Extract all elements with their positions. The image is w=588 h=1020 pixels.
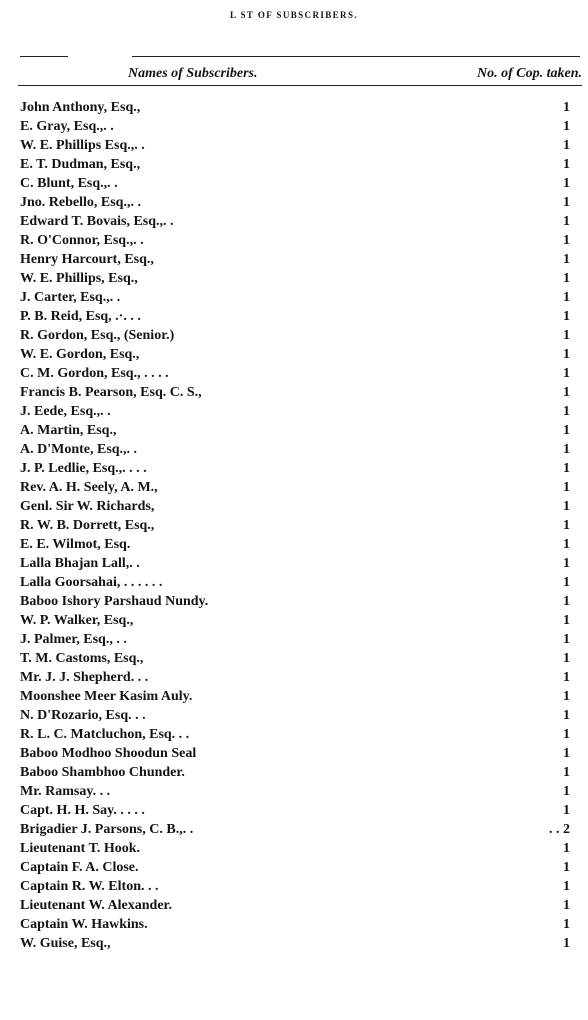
copies-count: 1	[563, 936, 570, 951]
copies-count: 1	[563, 461, 570, 476]
list-item	[20, 649, 570, 668]
copies-count: 1	[563, 708, 570, 723]
subscriber-name: T. M. Castoms, Esq.,	[20, 651, 144, 666]
list-item	[20, 478, 570, 497]
subscriber-name: W. Guise, Esq.,	[20, 936, 111, 951]
list-item	[20, 212, 570, 231]
copies-count: 1	[563, 138, 570, 153]
list-item	[20, 364, 570, 383]
subscriber-name: John Anthony, Esq.,	[20, 100, 141, 115]
subscriber-name: J. Eede, Esq.,. .	[20, 404, 111, 419]
copies-count: 1	[563, 613, 570, 628]
list-item	[20, 136, 570, 155]
copies-count: 1	[563, 252, 570, 267]
copies-count: 1	[563, 784, 570, 799]
subscriber-name: A. D'Monte, Esq.,. .	[20, 442, 138, 457]
subscriber-name: Baboo Modhoo Shoodun Seal	[20, 746, 197, 761]
subscriber-name: Edward T. Bovais, Esq.,. .	[20, 214, 174, 229]
copies-count: 1	[563, 518, 570, 533]
subscriber-name: W. E. Gordon, Esq.,	[20, 347, 140, 362]
copies-count: 1	[563, 214, 570, 229]
list-item	[20, 801, 570, 820]
copies-count: 1	[563, 575, 570, 590]
subscriber-name: N. D'Rozario, Esq. . .	[20, 708, 146, 723]
subscriber-name: Genl. Sir W. Richards,	[20, 499, 155, 514]
list-item	[20, 345, 570, 364]
list-item	[20, 193, 570, 212]
list-item	[20, 269, 570, 288]
subscriber-name: R. Gordon, Esq., (Senior.)	[20, 328, 175, 343]
list-item	[20, 440, 570, 459]
subscriber-name: J. P. Ledlie, Esq.,. . . .	[20, 461, 147, 476]
top-rule-left	[20, 56, 68, 57]
copies-count: 1	[563, 480, 570, 495]
list-item	[20, 858, 570, 877]
copies-count: 1	[563, 879, 570, 894]
subscriber-name: Baboo Shambhoo Chunder.	[20, 765, 185, 780]
list-item	[20, 383, 570, 402]
subscriber-name: Mr. Ramsay. . .	[20, 784, 111, 799]
list-item	[20, 231, 570, 250]
copies-count: 1	[563, 271, 570, 286]
list-item	[20, 782, 570, 801]
list-item	[20, 421, 570, 440]
copies-count: 1	[563, 499, 570, 514]
copies-count: 1	[563, 841, 570, 856]
subscriber-name: Capt. H. H. Say. . . . .	[20, 803, 145, 818]
copies-count: 1	[563, 803, 570, 818]
subscriber-name: P. B. Reid, Esq, .·. . .	[20, 309, 141, 324]
list-item	[20, 877, 570, 896]
list-item	[20, 326, 570, 345]
copies-count: 1	[563, 404, 570, 419]
copies-count: 1	[563, 651, 570, 666]
list-item	[20, 630, 570, 649]
column-header-copies: No. of Cop. taken.	[477, 66, 582, 81]
subscriber-name: R. W. B. Dorrett, Esq.,	[20, 518, 155, 533]
subscriber-name: R. L. C. Matcluchon, Esq. . .	[20, 727, 190, 742]
copies-count: . . 2	[549, 822, 570, 837]
copies-count: 1	[563, 670, 570, 685]
list-item	[20, 288, 570, 307]
copies-count: 1	[563, 632, 570, 647]
subscriber-name: Brigadier J. Parsons, C. B.,. .	[20, 822, 194, 837]
subscriber-name: C. Blunt, Esq.,. .	[20, 176, 118, 191]
copies-count: 1	[563, 423, 570, 438]
subscriber-name: E. T. Dudman, Esq.,	[20, 157, 141, 172]
header-rule	[18, 85, 582, 86]
list-item	[20, 497, 570, 516]
copies-count: 1	[563, 442, 570, 457]
copies-count: 1	[563, 917, 570, 932]
copies-count: 1	[563, 119, 570, 134]
list-item	[20, 896, 570, 915]
list-item	[20, 307, 570, 326]
subscriber-name: C. M. Gordon, Esq., . . . .	[20, 366, 169, 381]
list-item	[20, 402, 570, 421]
subscriber-name: A. Martin, Esq.,	[20, 423, 117, 438]
list-item	[20, 611, 570, 630]
copies-count: 1	[563, 347, 570, 362]
copies-count: 1	[563, 385, 570, 400]
list-item	[20, 725, 570, 744]
subscriber-name: Francis B. Pearson, Esq. C. S.,	[20, 385, 202, 400]
subscriber-name: E. E. Wilmot, Esq.	[20, 537, 131, 552]
subscriber-name: Lalla Goorsahai, . . . . . .	[20, 575, 163, 590]
subscriber-name: Baboo Ishory Parshaud Nundy.	[20, 594, 209, 609]
list-item	[20, 668, 570, 687]
list-item	[20, 592, 570, 611]
copies-count: 1	[563, 233, 570, 248]
list-item	[20, 915, 570, 934]
subscriber-name: R. O'Connor, Esq.,. .	[20, 233, 144, 248]
copies-count: 1	[563, 176, 570, 191]
list-item	[20, 573, 570, 592]
subscriber-name: E. Gray, Esq.,. .	[20, 119, 114, 134]
copies-count: 1	[563, 898, 570, 913]
list-item	[20, 687, 570, 706]
subscriber-name: J. Carter, Esq.,. .	[20, 290, 121, 305]
list-item	[20, 117, 570, 136]
subscriber-name: W. E. Phillips, Esq.,	[20, 271, 138, 286]
subscriber-name: Moonshee Meer Kasim Auly.	[20, 689, 193, 704]
list-item	[20, 459, 570, 478]
copies-count: 1	[563, 195, 570, 210]
copies-count: 1	[563, 746, 570, 761]
list-item	[20, 934, 570, 953]
copies-count: 1	[563, 537, 570, 552]
subscriber-name: Lieutenant W. Alexander.	[20, 898, 172, 913]
copies-count: 1	[563, 765, 570, 780]
copies-count: 1	[563, 727, 570, 742]
copies-count: 1	[563, 594, 570, 609]
copies-count: 1	[563, 689, 570, 704]
subscriber-name: Lalla Bhajan Lall,. .	[20, 556, 140, 571]
list-item	[20, 744, 570, 763]
subscriber-name: Rev. A. H. Seely, A. M.,	[20, 480, 158, 495]
list-item	[20, 820, 570, 839]
subscriber-name: J. Palmer, Esq., . .	[20, 632, 127, 647]
list-item	[20, 174, 570, 193]
page-title: L ST OF SUBSCRIBERS.	[229, 10, 359, 20]
copies-count: 1	[563, 556, 570, 571]
copies-count: 1	[563, 309, 570, 324]
list-item	[20, 706, 570, 725]
copies-count: 1	[563, 290, 570, 305]
column-header-names: Names of Subscribers.	[128, 66, 258, 81]
subscriber-name: Henry Harcourt, Esq.,	[20, 252, 154, 267]
subscriber-name: Lieutenant T. Hook.	[20, 841, 141, 856]
list-item	[20, 535, 570, 554]
list-item	[20, 554, 570, 573]
list-item	[20, 516, 570, 535]
subscriber-name: W. E. Phillips Esq.,. .	[20, 138, 145, 153]
subscriber-name: Jno. Rebello, Esq.,. .	[20, 195, 141, 210]
copies-count: 1	[563, 860, 570, 875]
copies-count: 1	[563, 328, 570, 343]
top-rule-right	[132, 56, 580, 57]
copies-count: 1	[563, 366, 570, 381]
list-item	[20, 763, 570, 782]
list-item	[20, 250, 570, 269]
subscriber-name: Captain F. A. Close.	[20, 860, 139, 875]
subscriber-name: W. P. Walker, Esq.,	[20, 613, 134, 628]
subscriber-name: Mr. J. J. Shepherd. . .	[20, 670, 149, 685]
list-item	[20, 98, 570, 117]
list-item	[20, 839, 570, 858]
subscriber-list	[20, 98, 570, 953]
copies-count: 1	[563, 100, 570, 115]
list-item	[20, 155, 570, 174]
subscriber-name: Captain W. Hawkins.	[20, 917, 148, 932]
subscriber-name: Captain R. W. Elton. . .	[20, 879, 159, 894]
copies-count: 1	[563, 157, 570, 172]
